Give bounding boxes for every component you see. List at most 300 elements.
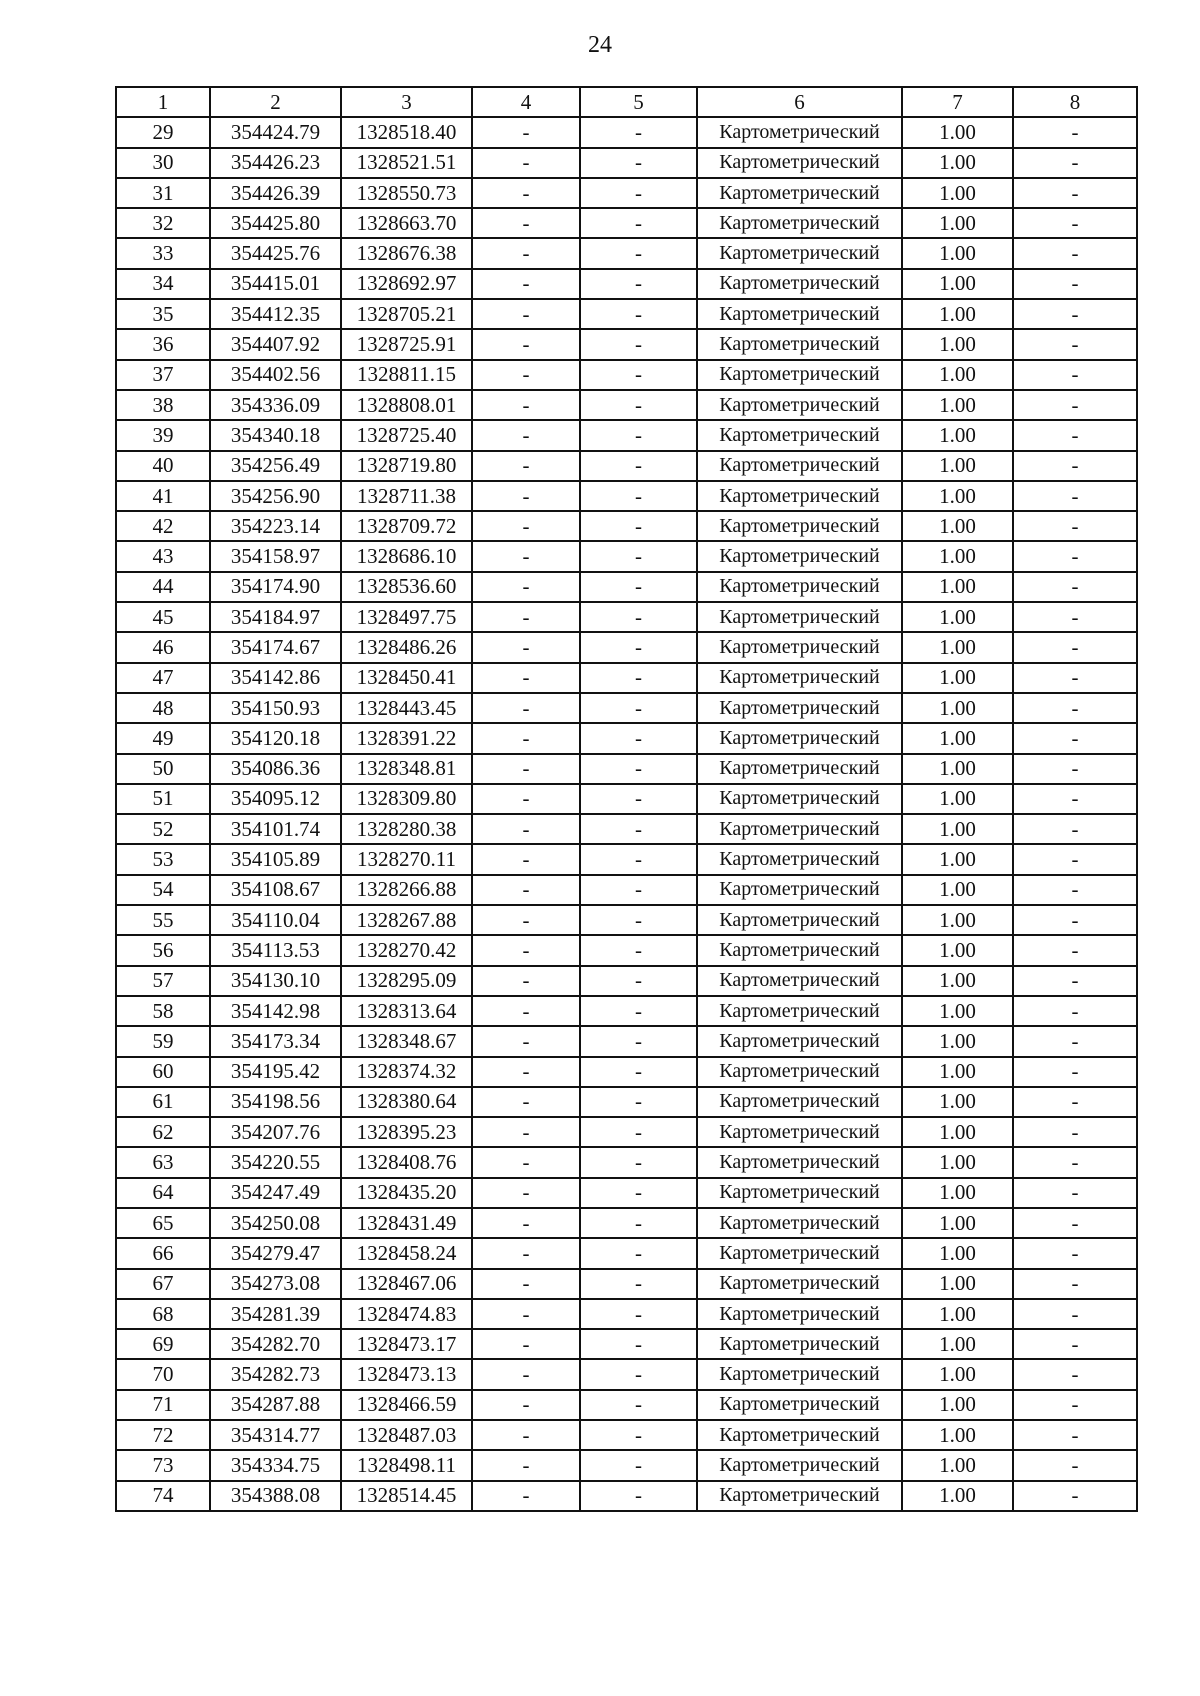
column-8-cell: - [1013, 1329, 1137, 1359]
column-8-cell: - [1013, 117, 1137, 147]
y-coordinate-cell: 1328280.38 [341, 814, 472, 844]
y-coordinate-cell: 1328474.83 [341, 1299, 472, 1329]
x-coordinate-cell: 354247.49 [210, 1178, 341, 1208]
column-4-cell: - [472, 117, 580, 147]
method-cell: Картометрический [697, 269, 902, 299]
column-4-cell: - [472, 1329, 580, 1359]
point-number-cell: 39 [116, 420, 210, 450]
column-5-cell: - [580, 1481, 697, 1511]
method-cell: Картометрический [697, 178, 902, 208]
y-coordinate-cell: 1328266.88 [341, 875, 472, 905]
column-4-cell: - [472, 1117, 580, 1147]
y-coordinate-cell: 1328450.41 [341, 663, 472, 693]
accuracy-cell: 1.00 [902, 208, 1013, 238]
table-row [116, 1057, 1137, 1087]
column-8-cell: - [1013, 148, 1137, 178]
point-number-cell: 62 [116, 1117, 210, 1147]
y-coordinate-cell: 1328431.49 [341, 1208, 472, 1238]
y-coordinate-cell: 1328663.70 [341, 208, 472, 238]
table-row [116, 1269, 1137, 1299]
x-coordinate-cell: 354195.42 [210, 1057, 341, 1087]
accuracy-cell: 1.00 [902, 1390, 1013, 1420]
method-cell: Картометрический [697, 996, 902, 1026]
accuracy-cell: 1.00 [902, 1269, 1013, 1299]
table-row [116, 754, 1137, 784]
column-5-cell: - [580, 572, 697, 602]
column-8-cell: - [1013, 1481, 1137, 1511]
table-row [116, 117, 1137, 147]
y-coordinate-cell: 1328719.80 [341, 451, 472, 481]
table-row [116, 541, 1137, 571]
column-5-cell: - [580, 693, 697, 723]
method-cell: Картометрический [697, 754, 902, 784]
table-row [116, 1299, 1137, 1329]
column-4-cell: - [472, 844, 580, 874]
column-8-cell: - [1013, 1147, 1137, 1177]
method-cell: Картометрический [697, 784, 902, 814]
point-number-cell: 56 [116, 935, 210, 965]
point-number-cell: 37 [116, 360, 210, 390]
point-number-cell: 61 [116, 1087, 210, 1117]
accuracy-cell: 1.00 [902, 390, 1013, 420]
point-number-cell: 30 [116, 148, 210, 178]
x-coordinate-cell: 354130.10 [210, 966, 341, 996]
method-cell: Картометрический [697, 1147, 902, 1177]
table-row [116, 269, 1137, 299]
y-coordinate-cell: 1328686.10 [341, 541, 472, 571]
x-coordinate-cell: 354412.35 [210, 299, 341, 329]
x-coordinate-cell: 354207.76 [210, 1117, 341, 1147]
point-number-cell: 65 [116, 1208, 210, 1238]
method-cell: Картометрический [697, 814, 902, 844]
column-8-cell: - [1013, 1057, 1137, 1087]
page-number: 24 [588, 32, 612, 58]
column-header: 3 [341, 87, 472, 117]
point-number-cell: 29 [116, 117, 210, 147]
column-4-cell: - [472, 1238, 580, 1268]
x-coordinate-cell: 354086.36 [210, 754, 341, 784]
x-coordinate-cell: 354279.47 [210, 1238, 341, 1268]
column-5-cell: - [580, 1147, 697, 1177]
column-8-cell: - [1013, 420, 1137, 450]
accuracy-cell: 1.00 [902, 117, 1013, 147]
point-number-cell: 68 [116, 1299, 210, 1329]
column-4-cell: - [472, 935, 580, 965]
column-5-cell: - [580, 1359, 697, 1389]
column-8-cell: - [1013, 844, 1137, 874]
method-cell: Картометрический [697, 966, 902, 996]
column-4-cell: - [472, 602, 580, 632]
column-8-cell: - [1013, 360, 1137, 390]
accuracy-cell: 1.00 [902, 148, 1013, 178]
table-row [116, 1329, 1137, 1359]
point-number-cell: 70 [116, 1359, 210, 1389]
column-5-cell: - [580, 1026, 697, 1056]
table-row [116, 1390, 1137, 1420]
y-coordinate-cell: 1328348.67 [341, 1026, 472, 1056]
method-cell: Картометрический [697, 360, 902, 390]
accuracy-cell: 1.00 [902, 966, 1013, 996]
accuracy-cell: 1.00 [902, 238, 1013, 268]
y-coordinate-cell: 1328725.40 [341, 420, 472, 450]
column-4-cell: - [472, 238, 580, 268]
column-8-cell: - [1013, 329, 1137, 359]
column-8-cell: - [1013, 814, 1137, 844]
point-number-cell: 40 [116, 451, 210, 481]
x-coordinate-cell: 354223.14 [210, 511, 341, 541]
column-4-cell: - [472, 784, 580, 814]
column-8-cell: - [1013, 481, 1137, 511]
x-coordinate-cell: 354407.92 [210, 329, 341, 359]
table-row [116, 632, 1137, 662]
y-coordinate-cell: 1328550.73 [341, 178, 472, 208]
x-coordinate-cell: 354150.93 [210, 693, 341, 723]
point-number-cell: 42 [116, 511, 210, 541]
method-cell: Картометрический [697, 1238, 902, 1268]
point-number-cell: 60 [116, 1057, 210, 1087]
y-coordinate-cell: 1328466.59 [341, 1390, 472, 1420]
table-row [116, 451, 1137, 481]
accuracy-cell: 1.00 [902, 269, 1013, 299]
x-coordinate-cell: 354424.79 [210, 117, 341, 147]
column-8-cell: - [1013, 966, 1137, 996]
x-coordinate-cell: 354336.09 [210, 390, 341, 420]
column-5-cell: - [580, 1269, 697, 1299]
accuracy-cell: 1.00 [902, 844, 1013, 874]
column-8-cell: - [1013, 451, 1137, 481]
point-number-cell: 67 [116, 1269, 210, 1299]
point-number-cell: 48 [116, 693, 210, 723]
point-number-cell: 73 [116, 1450, 210, 1480]
y-coordinate-cell: 1328467.06 [341, 1269, 472, 1299]
column-4-cell: - [472, 1208, 580, 1238]
y-coordinate-cell: 1328270.42 [341, 935, 472, 965]
method-cell: Картометрический [697, 1329, 902, 1359]
column-5-cell: - [580, 1087, 697, 1117]
x-coordinate-cell: 354101.74 [210, 814, 341, 844]
x-coordinate-cell: 354250.08 [210, 1208, 341, 1238]
accuracy-cell: 1.00 [902, 814, 1013, 844]
column-8-cell: - [1013, 269, 1137, 299]
column-4-cell: - [472, 996, 580, 1026]
y-coordinate-cell: 1328709.72 [341, 511, 472, 541]
method-cell: Картометрический [697, 1450, 902, 1480]
accuracy-cell: 1.00 [902, 663, 1013, 693]
method-cell: Картометрический [697, 511, 902, 541]
method-cell: Картометрический [697, 905, 902, 935]
method-cell: Картометрический [697, 723, 902, 753]
accuracy-cell: 1.00 [902, 572, 1013, 602]
table-row [116, 814, 1137, 844]
table-row [116, 1117, 1137, 1147]
y-coordinate-cell: 1328473.13 [341, 1359, 472, 1389]
method-cell: Картометрический [697, 1117, 902, 1147]
column-4-cell: - [472, 481, 580, 511]
column-4-cell: - [472, 572, 580, 602]
column-4-cell: - [472, 1269, 580, 1299]
column-4-cell: - [472, 148, 580, 178]
x-coordinate-cell: 354220.55 [210, 1147, 341, 1177]
x-coordinate-cell: 354142.86 [210, 663, 341, 693]
column-4-cell: - [472, 1087, 580, 1117]
y-coordinate-cell: 1328486.26 [341, 632, 472, 662]
table-row [116, 905, 1137, 935]
column-8-cell: - [1013, 1178, 1137, 1208]
table-row [116, 329, 1137, 359]
y-coordinate-cell: 1328692.97 [341, 269, 472, 299]
accuracy-cell: 1.00 [902, 451, 1013, 481]
y-coordinate-cell: 1328309.80 [341, 784, 472, 814]
column-5-cell: - [580, 117, 697, 147]
table-row [116, 572, 1137, 602]
accuracy-cell: 1.00 [902, 935, 1013, 965]
y-coordinate-cell: 1328514.45 [341, 1481, 472, 1511]
column-8-cell: - [1013, 723, 1137, 753]
accuracy-cell: 1.00 [902, 541, 1013, 571]
x-coordinate-cell: 354281.39 [210, 1299, 341, 1329]
x-coordinate-cell: 354105.89 [210, 844, 341, 874]
table-row [116, 996, 1137, 1026]
point-number-cell: 57 [116, 966, 210, 996]
column-4-cell: - [472, 1420, 580, 1450]
x-coordinate-cell: 354273.08 [210, 1269, 341, 1299]
y-coordinate-cell: 1328521.51 [341, 148, 472, 178]
column-8-cell: - [1013, 1238, 1137, 1268]
column-8-cell: - [1013, 784, 1137, 814]
x-coordinate-cell: 354173.34 [210, 1026, 341, 1056]
table-row [116, 1450, 1137, 1480]
table-row [116, 1087, 1137, 1117]
column-8-cell: - [1013, 935, 1137, 965]
column-5-cell: - [580, 632, 697, 662]
x-coordinate-cell: 354256.49 [210, 451, 341, 481]
column-5-cell: - [580, 1208, 697, 1238]
column-4-cell: - [472, 1359, 580, 1389]
x-coordinate-cell: 354113.53 [210, 935, 341, 965]
x-coordinate-cell: 354340.18 [210, 420, 341, 450]
y-coordinate-cell: 1328487.03 [341, 1420, 472, 1450]
method-cell: Картометрический [697, 1057, 902, 1087]
y-coordinate-cell: 1328408.76 [341, 1147, 472, 1177]
point-number-cell: 71 [116, 1390, 210, 1420]
table-row [116, 420, 1137, 450]
table-row [116, 1420, 1137, 1450]
method-cell: Картометрический [697, 632, 902, 662]
y-coordinate-cell: 1328705.21 [341, 299, 472, 329]
column-4-cell: - [472, 632, 580, 662]
point-number-cell: 58 [116, 996, 210, 1026]
y-coordinate-cell: 1328458.24 [341, 1238, 472, 1268]
column-4-cell: - [472, 299, 580, 329]
accuracy-cell: 1.00 [902, 1238, 1013, 1268]
column-4-cell: - [472, 1057, 580, 1087]
table-row [116, 238, 1137, 268]
point-number-cell: 36 [116, 329, 210, 359]
method-cell: Картометрический [697, 208, 902, 238]
y-coordinate-cell: 1328435.20 [341, 1178, 472, 1208]
point-number-cell: 34 [116, 269, 210, 299]
column-8-cell: - [1013, 1450, 1137, 1480]
column-8-cell: - [1013, 208, 1137, 238]
column-4-cell: - [472, 1147, 580, 1177]
column-8-cell: - [1013, 390, 1137, 420]
accuracy-cell: 1.00 [902, 1208, 1013, 1238]
accuracy-cell: 1.00 [902, 511, 1013, 541]
x-coordinate-cell: 354402.56 [210, 360, 341, 390]
y-coordinate-cell: 1328676.38 [341, 238, 472, 268]
column-8-cell: - [1013, 1420, 1137, 1450]
column-5-cell: - [580, 481, 697, 511]
method-cell: Картометрический [697, 572, 902, 602]
y-coordinate-cell: 1328711.38 [341, 481, 472, 511]
column-5-cell: - [580, 844, 697, 874]
table-row [116, 693, 1137, 723]
accuracy-cell: 1.00 [902, 1329, 1013, 1359]
x-coordinate-cell: 354120.18 [210, 723, 341, 753]
column-4-cell: - [472, 723, 580, 753]
method-cell: Картометрический [697, 663, 902, 693]
accuracy-cell: 1.00 [902, 1178, 1013, 1208]
x-coordinate-cell: 354287.88 [210, 1390, 341, 1420]
method-cell: Картометрический [697, 1420, 902, 1450]
method-cell: Картометрический [697, 1481, 902, 1511]
point-number-cell: 49 [116, 723, 210, 753]
x-coordinate-cell: 354425.76 [210, 238, 341, 268]
method-cell: Картометрический [697, 117, 902, 147]
column-4-cell: - [472, 420, 580, 450]
method-cell: Картометрический [697, 844, 902, 874]
y-coordinate-cell: 1328518.40 [341, 117, 472, 147]
point-number-cell: 35 [116, 299, 210, 329]
accuracy-cell: 1.00 [902, 754, 1013, 784]
table-row [116, 1026, 1137, 1056]
column-5-cell: - [580, 602, 697, 632]
x-coordinate-cell: 354282.70 [210, 1329, 341, 1359]
column-4-cell: - [472, 390, 580, 420]
y-coordinate-cell: 1328374.32 [341, 1057, 472, 1087]
y-coordinate-cell: 1328497.75 [341, 602, 472, 632]
column-8-cell: - [1013, 1026, 1137, 1056]
x-coordinate-cell: 354158.97 [210, 541, 341, 571]
x-coordinate-cell: 354425.80 [210, 208, 341, 238]
column-5-cell: - [580, 299, 697, 329]
column-header: 6 [697, 87, 902, 117]
table-row [116, 1208, 1137, 1238]
method-cell: Картометрический [697, 1390, 902, 1420]
table-row [116, 1238, 1137, 1268]
column-4-cell: - [472, 269, 580, 299]
column-8-cell: - [1013, 1359, 1137, 1389]
column-8-cell: - [1013, 1269, 1137, 1299]
point-number-cell: 33 [116, 238, 210, 268]
column-5-cell: - [580, 390, 697, 420]
column-5-cell: - [580, 1420, 697, 1450]
column-header: 4 [472, 87, 580, 117]
column-4-cell: - [472, 1481, 580, 1511]
column-4-cell: - [472, 905, 580, 935]
column-5-cell: - [580, 935, 697, 965]
method-cell: Картометрический [697, 481, 902, 511]
table-row [116, 663, 1137, 693]
column-4-cell: - [472, 541, 580, 571]
column-5-cell: - [580, 420, 697, 450]
column-4-cell: - [472, 814, 580, 844]
x-coordinate-cell: 354334.75 [210, 1450, 341, 1480]
point-number-cell: 46 [116, 632, 210, 662]
column-5-cell: - [580, 511, 697, 541]
point-number-cell: 63 [116, 1147, 210, 1177]
method-cell: Картометрический [697, 1026, 902, 1056]
column-8-cell: - [1013, 875, 1137, 905]
method-cell: Картометрический [697, 451, 902, 481]
point-number-cell: 53 [116, 844, 210, 874]
column-4-cell: - [472, 754, 580, 784]
column-5-cell: - [580, 148, 697, 178]
accuracy-cell: 1.00 [902, 905, 1013, 935]
accuracy-cell: 1.00 [902, 360, 1013, 390]
column-8-cell: - [1013, 602, 1137, 632]
column-4-cell: - [472, 875, 580, 905]
x-coordinate-cell: 354142.98 [210, 996, 341, 1026]
method-cell: Картометрический [697, 299, 902, 329]
y-coordinate-cell: 1328313.64 [341, 996, 472, 1026]
x-coordinate-cell: 354426.39 [210, 178, 341, 208]
column-5-cell: - [580, 1329, 697, 1359]
x-coordinate-cell: 354426.23 [210, 148, 341, 178]
column-5-cell: - [580, 1238, 697, 1268]
accuracy-cell: 1.00 [902, 1481, 1013, 1511]
table-row [116, 1178, 1137, 1208]
column-8-cell: - [1013, 632, 1137, 662]
point-number-cell: 45 [116, 602, 210, 632]
accuracy-cell: 1.00 [902, 875, 1013, 905]
table-row [116, 390, 1137, 420]
point-number-cell: 31 [116, 178, 210, 208]
accuracy-cell: 1.00 [902, 1359, 1013, 1389]
method-cell: Картометрический [697, 329, 902, 359]
column-8-cell: - [1013, 178, 1137, 208]
method-cell: Картометрический [697, 1208, 902, 1238]
column-5-cell: - [580, 723, 697, 753]
accuracy-cell: 1.00 [902, 329, 1013, 359]
point-number-cell: 32 [116, 208, 210, 238]
column-8-cell: - [1013, 238, 1137, 268]
point-number-cell: 44 [116, 572, 210, 602]
column-8-cell: - [1013, 663, 1137, 693]
table-row [116, 935, 1137, 965]
table-row [116, 299, 1137, 329]
column-4-cell: - [472, 208, 580, 238]
column-header: 2 [210, 87, 341, 117]
method-cell: Картометрический [697, 1087, 902, 1117]
column-8-cell: - [1013, 905, 1137, 935]
accuracy-cell: 1.00 [902, 602, 1013, 632]
y-coordinate-cell: 1328473.17 [341, 1329, 472, 1359]
accuracy-cell: 1.00 [902, 1117, 1013, 1147]
accuracy-cell: 1.00 [902, 1299, 1013, 1329]
x-coordinate-cell: 354174.90 [210, 572, 341, 602]
column-header: 5 [580, 87, 697, 117]
point-number-cell: 51 [116, 784, 210, 814]
column-8-cell: - [1013, 693, 1137, 723]
y-coordinate-cell: 1328808.01 [341, 390, 472, 420]
table-row [116, 481, 1137, 511]
column-8-cell: - [1013, 1208, 1137, 1238]
y-coordinate-cell: 1328295.09 [341, 966, 472, 996]
point-number-cell: 54 [116, 875, 210, 905]
x-coordinate-cell: 354174.67 [210, 632, 341, 662]
y-coordinate-cell: 1328395.23 [341, 1117, 472, 1147]
